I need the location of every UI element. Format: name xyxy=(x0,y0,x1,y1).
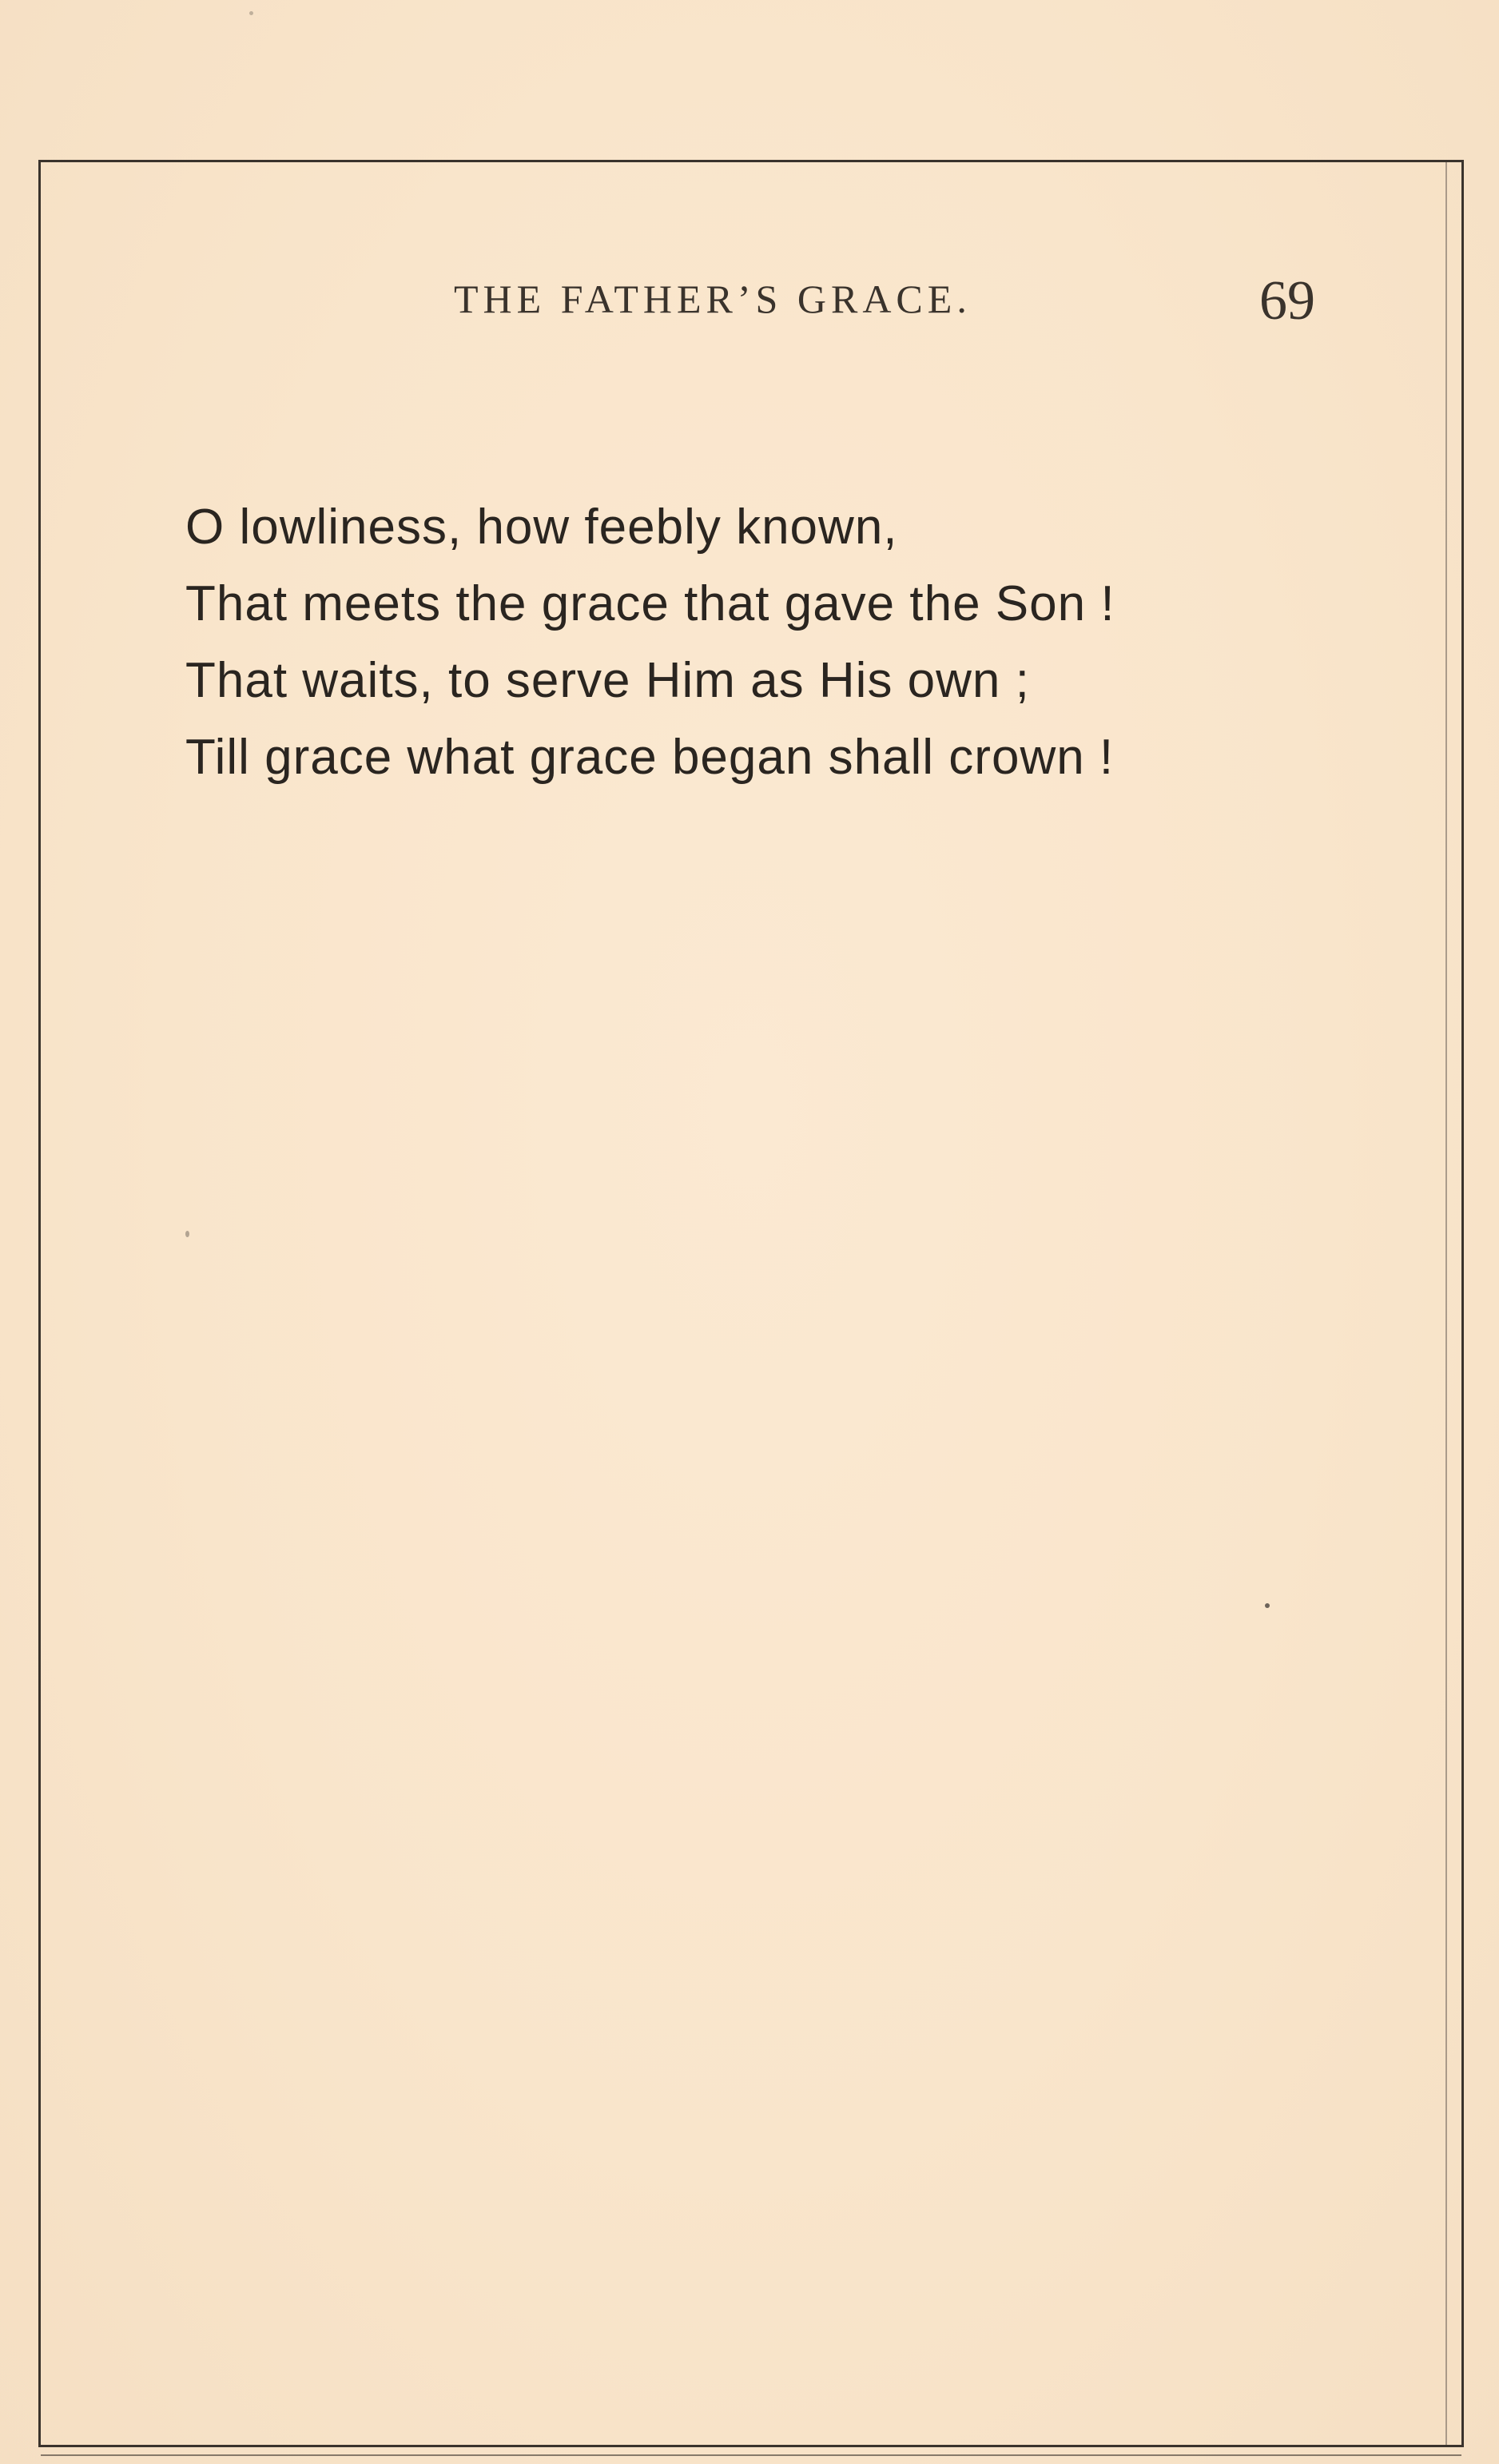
paper-speck xyxy=(1265,1603,1270,1608)
poem-stanza xyxy=(185,489,1344,796)
verse-line: O lowliness, how feebly known, xyxy=(185,500,898,555)
frame-bottom-rule xyxy=(41,2454,1461,2456)
verse-line: That meets the grace that gave the Son ! xyxy=(185,576,1115,631)
verse-line: Till grace what grace began shall crown ! xyxy=(185,730,1115,785)
page-number: 69 xyxy=(1259,270,1315,332)
running-header xyxy=(0,270,1499,332)
paper-speck xyxy=(185,1231,189,1237)
verse-line: That waits, to serve Him as His own ; xyxy=(185,653,1030,708)
paper-speck xyxy=(249,11,253,15)
frame-inner-rule xyxy=(1445,162,1447,2445)
running-title: THE FATHER’S GRACE. xyxy=(454,277,972,321)
